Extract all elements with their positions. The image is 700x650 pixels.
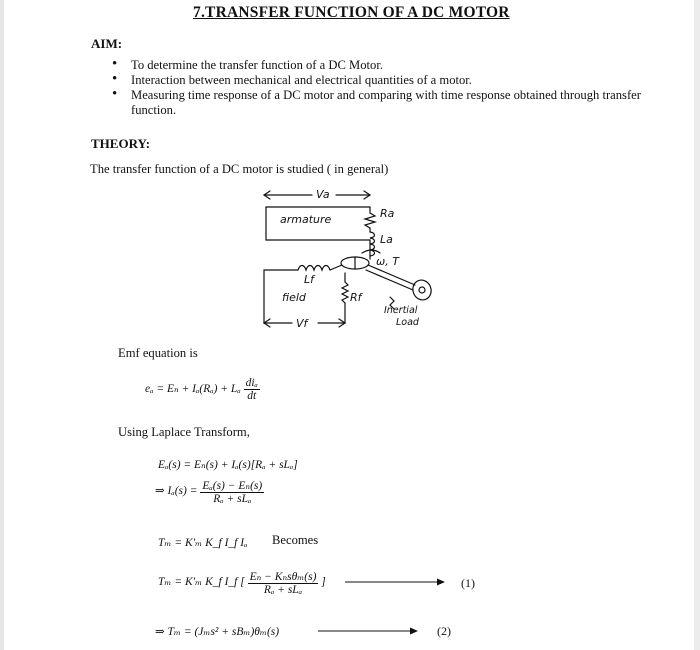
emf-fraction-num: diₐ — [245, 377, 258, 389]
left-edge-shadow — [0, 0, 4, 650]
laplace-fraction-den: Rₐ + sLₐ — [213, 493, 252, 505]
torque-equation-3: ⇒ Tₘ = (Jₘs² + sBₘ)θₘ(s) — [155, 626, 280, 638]
va-label: Va — [316, 188, 330, 201]
arrow-eq2 — [318, 626, 418, 636]
right-edge-shadow — [694, 0, 700, 650]
laplace-label: Using Laplace Transform, — [118, 425, 250, 439]
lf-label: Lf — [304, 273, 315, 286]
torque-fraction-num: Eₙ − Kₙsθₘ(s) — [249, 571, 317, 583]
emf-equation — [145, 377, 260, 402]
aim-list — [110, 58, 650, 118]
laplace-equation-2-lhs: ⇒ Iₐ(s) = — [155, 485, 198, 498]
torque-equation-2-lhs: Tₘ = K′ₘ K_f I_f [ — [158, 576, 245, 589]
aim-item: • Interaction between mechanical and electrical quantities of a motor. — [110, 73, 650, 88]
emf-label: Emf equation is — [118, 346, 198, 360]
ra-resistor — [365, 213, 375, 228]
aim-item: • To determine the transfer function of a DC Motor. — [110, 58, 650, 73]
emf-equation-lhs: eₐ = Eₙ + Iₐ(Rₐ) + Lₐ — [145, 383, 241, 396]
torque-fraction-den: Rₐ + sLₐ — [263, 584, 303, 596]
lf-inductor — [298, 266, 330, 271]
torque-fraction — [248, 569, 319, 596]
la-label: La — [380, 233, 393, 246]
theory-heading: THEORY: — [91, 136, 151, 151]
emf-fraction — [244, 377, 260, 402]
aim-item: • Measuring time response of a DC motor and comparing with time response obtained through transfer function. — [110, 88, 650, 118]
arrow-eq1 — [345, 577, 445, 587]
laplace-equation-2 — [155, 478, 264, 505]
laplace-fraction-num: Eₐ(s) − Eₙ(s) — [202, 480, 263, 492]
becomes-label: Becomes — [272, 533, 319, 547]
torque-equation-2-close: ] — [321, 576, 326, 589]
torque-equation-2 — [158, 569, 326, 596]
inertial-label: Inertial — [384, 305, 418, 316]
load-label: Load — [396, 317, 419, 328]
equation-number-1: (1) — [461, 576, 475, 590]
page-title: 7.TRANSFER FUNCTION OF A DC MOTOR — [193, 4, 510, 21]
aim-heading: AIM: — [91, 36, 123, 51]
equation-number-2: (2) — [437, 624, 451, 638]
rf-label: Rf — [350, 291, 362, 304]
la-inductor — [370, 232, 375, 256]
omega-t-label: ω, T — [376, 255, 399, 268]
armature-label: armature — [280, 213, 332, 226]
emf-fraction-den: dt — [247, 390, 257, 402]
ra-label: Ra — [380, 207, 395, 220]
vf-label: Vf — [296, 317, 308, 330]
torque-equation-1: Tₘ = K′ₘ K_f I_f Iₐ — [158, 537, 248, 549]
shaft — [368, 265, 415, 285]
field-label: field — [282, 291, 306, 304]
laplace-equation-1: Eₐ(s) = Eₙ(s) + Iₐ(s)[Rₐ + sLₐ] — [158, 459, 298, 471]
theory-intro: The transfer function of a DC motor is studied ( in general) — [90, 162, 389, 176]
inertial-load-disk — [410, 278, 434, 303]
laplace-fraction — [200, 478, 264, 505]
dc-motor-diagram — [250, 185, 450, 335]
rf-resistor — [342, 282, 348, 303]
